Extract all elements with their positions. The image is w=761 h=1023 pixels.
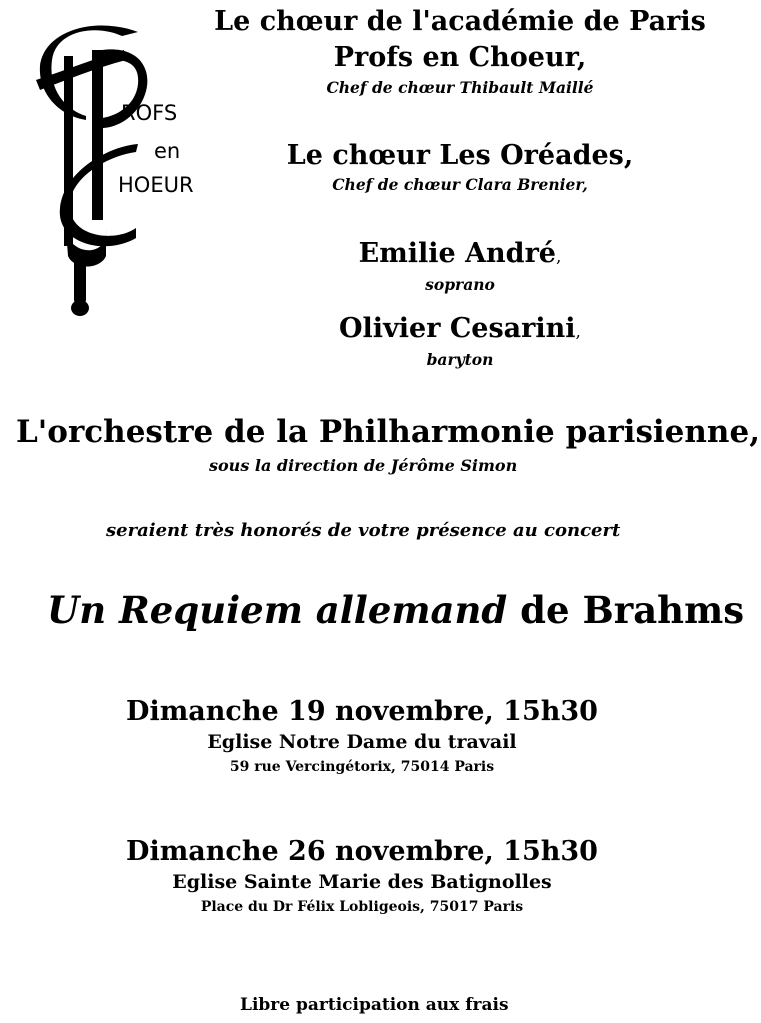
profs-en-choeur-logo — [26, 20, 196, 320]
orchestra-direction: sous la direction de Jérôme Simon — [209, 456, 518, 475]
concert2-address: Place du Dr Félix Lobligeois, 75017 Paris — [200, 899, 524, 915]
orchestra-name: L'orchestre de la Philharmonie parisienne, — [16, 414, 760, 450]
concert1-address: 59 rue Vercingétorix, 75014 Paris — [229, 759, 495, 775]
soloist2-comma: , — [575, 322, 581, 342]
choir2-name: Le chœur Les Oréades, — [286, 140, 634, 171]
concert2-venue: Eglise Sainte Marie des Batignolles — [172, 871, 552, 893]
soloist1-comma: , — [555, 247, 562, 267]
choir1-line2: Profs en Choeur, — [333, 42, 587, 73]
concert2-date: Dimanche 26 novembre, 15h30 — [126, 836, 598, 867]
concert1-venue: Eglise Notre Dame du travail — [207, 731, 517, 753]
logo-text-hoeur: HOEUR — [118, 173, 194, 197]
choir2-conductor: Chef de chœur Clara Brenier, — [332, 175, 588, 194]
choir1-line1: Le chœur de l'académie de Paris — [214, 6, 706, 37]
soloist1-voice: soprano — [425, 275, 495, 294]
soloist1-name: Emilie André — [358, 238, 556, 269]
soloist2-voice: baryton — [426, 350, 494, 369]
work-title-line — [47, 588, 744, 632]
work-composer: de Brahms — [507, 588, 745, 632]
soloist1 — [180, 238, 740, 269]
logo-text-en: en — [154, 139, 181, 163]
concert1-date: Dimanche 19 novembre, 15h30 — [126, 696, 598, 727]
soloist2 — [180, 313, 740, 344]
tuning-fork-icon — [36, 25, 147, 316]
work-title: Un Requiem allemand — [47, 588, 508, 632]
invitation-text: seraient très honorés de votre présence au concert — [106, 520, 621, 541]
logo-text-rofs: ROFS — [121, 101, 178, 125]
footer-note: Libre participation aux frais — [240, 995, 509, 1015]
choir1-conductor: Chef de chœur Thibault Maillé — [326, 78, 594, 97]
soloist2-name: Olivier Cesarini — [339, 313, 576, 344]
